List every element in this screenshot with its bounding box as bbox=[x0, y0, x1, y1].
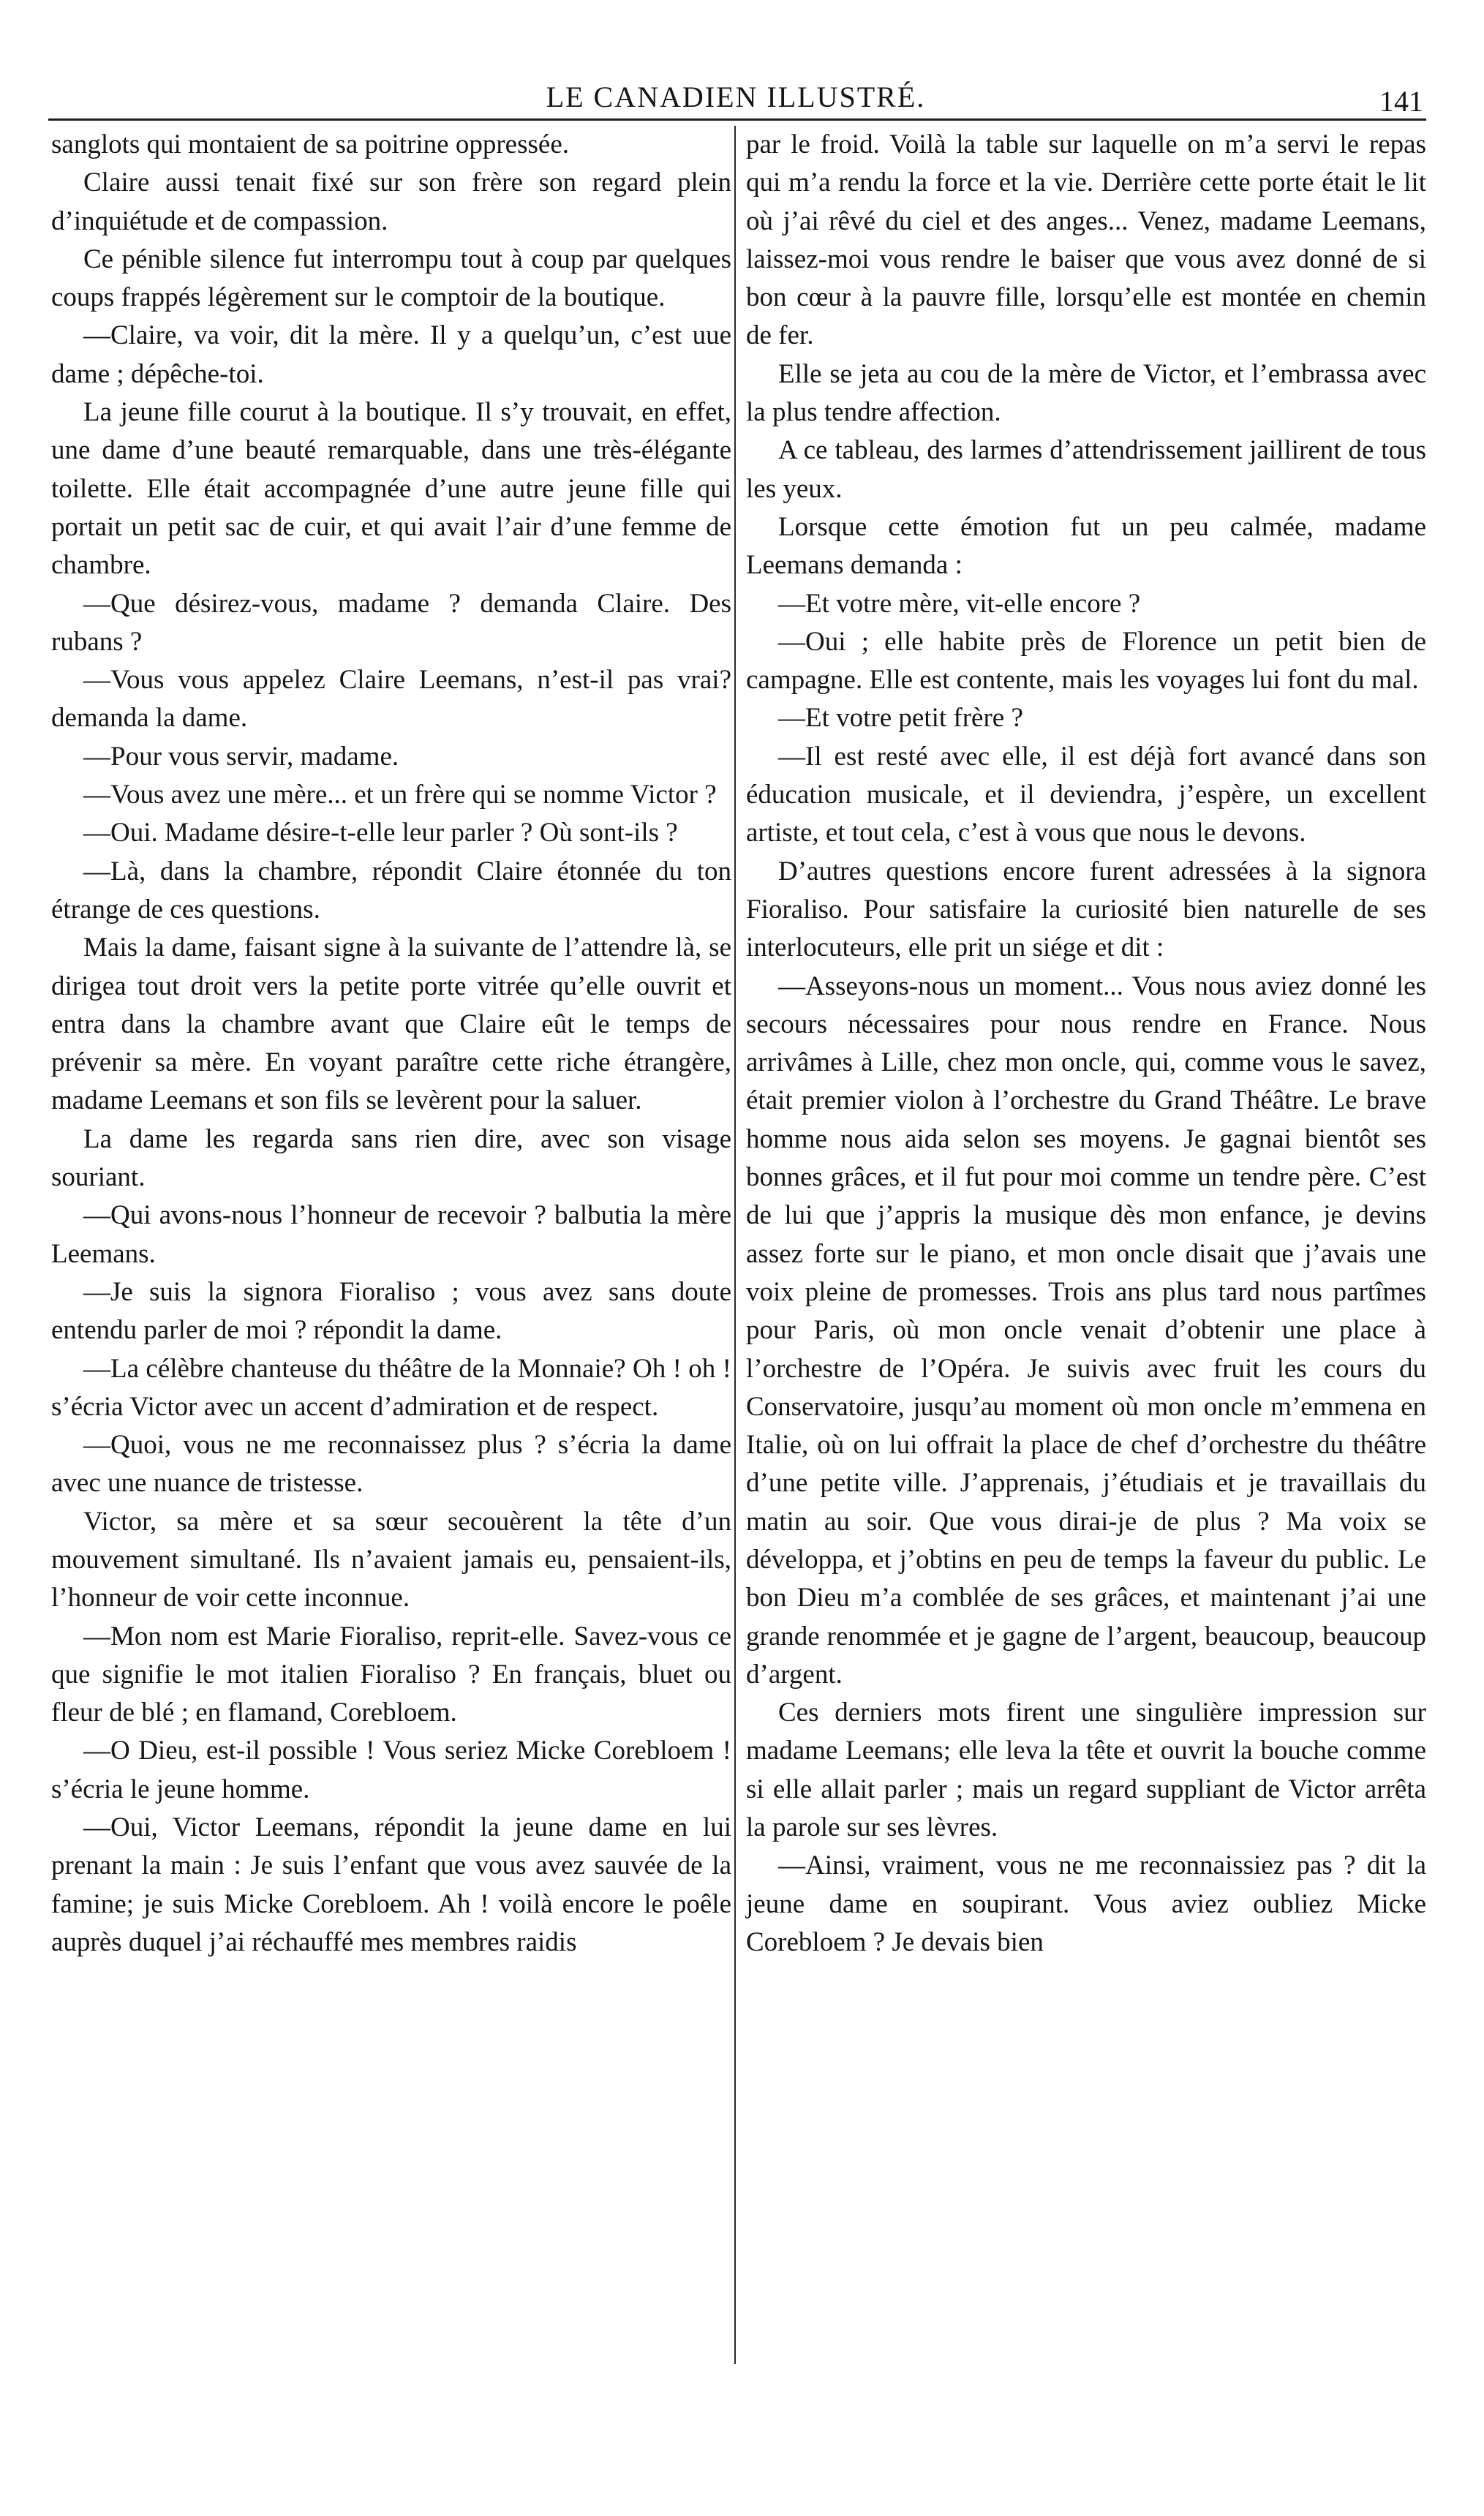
paragraph: A ce tableau, des larmes d’attendrissement jaillirent de tous les yeux. bbox=[746, 435, 1426, 504]
paragraph: —Il est resté avec elle, il est déjà fort avancé dans son éducation musicale, et il deviendra, j’espère, un excellent artiste, et tout cela, c’est à vous que nous le devons. bbox=[746, 741, 1426, 848]
page-header bbox=[48, 79, 1423, 123]
paragraph: —La célèbre chanteuse du théâtre de la Monnaie? Oh ! oh ! s’écria Victor avec un accent d’admiration et de respect. bbox=[51, 1353, 731, 1422]
right-column bbox=[746, 126, 1426, 1962]
paragraph: —Et votre mère, vit-elle encore ? bbox=[778, 588, 1141, 619]
paragraph: —Mon nom est Marie Fioraliso, reprit-elle. Savez-vous ce que signifie le mot italien Fioraliso ? En français, bluet ou fleur de blé ; en flamand, Corebloem. bbox=[51, 1621, 731, 1728]
paragraph: —Pour vous servir, madame. bbox=[83, 741, 399, 772]
paragraph: Elle se jeta au cou de la mère de Victor, et l’embrassa avec la plus tendre affection. bbox=[746, 358, 1426, 428]
paragraph: —Que désirez-vous, madame ? demanda Claire. Des rubans ? bbox=[51, 588, 731, 657]
paragraph: Victor, sa mère et sa sœur secouèrent la tête d’un mouvement simultané. Ils n’avaient jamais eu, pensaient-ils, l’honneur de voir cette inconnue. bbox=[51, 1506, 731, 1613]
paragraph: —O Dieu, est-il possible ! Vous seriez Micke Corebloem ! s’écria le jeune homme. bbox=[51, 1736, 731, 1804]
paragraph: sanglots qui montaient de sa poitrine oppressée. bbox=[51, 129, 569, 159]
paragraph: Claire aussi tenait fixé sur son frère son regard plein d’inquiétude et de compassion. bbox=[51, 167, 731, 236]
paragraph: La dame les regarda sans rien dire, avec son visage souriant. bbox=[51, 1123, 731, 1193]
paragraph: —Vous vous appelez Claire Leemans, n’est-il pas vrai? demanda la dame. bbox=[51, 665, 731, 734]
paragraph: —Et votre petit frère ? bbox=[778, 703, 1023, 734]
column-divider bbox=[734, 126, 736, 2364]
paragraph: Ces derniers mots firent une singulière impression sur madame Leemans; elle leva la tête et ouvrit la bouche comme si elle allait parler ; mais un regard suppliant de Victor arrêta la parole sur ses lèvres. bbox=[746, 1698, 1426, 1843]
publication-title: LE CANADIEN ILLUSTRÉ. bbox=[546, 80, 926, 113]
paragraph: Lorsque cette émotion fut un peu calmée, madame Leemans demanda : bbox=[746, 511, 1426, 581]
paragraph: —Ainsi, vraiment, vous ne me reconnaissiez pas ? dit la jeune dame en soupirant. Vous aviez oubliez Micke Corebloem ? Je devais bien bbox=[746, 1850, 1426, 1957]
paragraph: —Vous avez une mère... et un frère qui se nomme Victor ? bbox=[83, 780, 717, 810]
paragraph: La jeune fille courut à la boutique. Il s’y trouvait, en effet, une dame d’une beauté remarquable, dans une très-élégante toilette. Elle était accompagnée d’une autre jeune fille qui portait un petit sac de cuir, et qui avait l’air d’une femme de chambre. bbox=[51, 397, 731, 581]
paragraph: —Qui avons-nous l’honneur de recevoir ? balbutia la mère Leemans. bbox=[51, 1200, 731, 1269]
page-number: 141 bbox=[1379, 85, 1423, 118]
header-rule bbox=[48, 118, 1426, 121]
paragraph: —Oui. Madame désire-t-elle leur parler ? Où sont-ils ? bbox=[83, 818, 678, 848]
paragraph: —Je suis la signora Fioraliso ; vous avez sans doute entendu parler de moi ? répondit la dame. bbox=[51, 1276, 731, 1346]
paragraph: —Asseyons-nous un moment... Vous nous aviez donné les secours nécessaires pour nous rendre en France. Nous arrivâmes à Lille, chez mon oncle, qui, comme vous le savez, était premier violon à l’orchestre du Grand Théâtre. Le brave homme nous aida selon ses moyens. Je gagnai bientôt ses bonnes grâces, et il fut pour moi comme un tendre père. C’est de lui que j’appris la musique dès mon enfance, je devins assez forte sur le piano, et mon oncle disait que j’avais une voix pleine de promesses. Trois ans plus tard nous partîmes pour Paris, où mon oncle venait d’obtenir une place à l’orchestre de l’Opéra. Je suivis avec fruit les cours du Conservatoire, jusqu’au moment où mon oncle m’emmena en Italie, où on lui offrait la place de chef d’orchestre du théâtre d’une petite ville. J’apprenais, j’étudiais et je travaillais du matin au soir. Que vous dirai-je de plus ? Ma voix se développa, et j’obtins en peu de temps la faveur du public. Le bon Dieu m’a comblée de ses grâces, et maintenant j’ai une grande renommée et je gagne de l’argent, beaucoup, beaucoup d’argent. bbox=[746, 971, 1426, 1690]
paragraph: —Oui ; elle habite près de Florence un petit bien de campagne. Elle est contente, mais les voyages lui font du mal. bbox=[746, 626, 1426, 696]
paragraph: —Oui, Victor Leemans, répondit la jeune dame en lui prenant la main : Je suis l’enfant que vous avez sauvée de la famine; je suis Micke Corebloem. Ah ! voilà encore le poêle auprès duquel j’ai réchauffé mes membres raidis bbox=[51, 1812, 731, 1957]
paragraph: par le froid. Voilà la table sur laquelle on m’a servi le repas qui m’a rendu la force et la vie. Derrière cette porte était le lit où j’ai rêvé du ciel et des anges... Venez, madame Leemans, laissez-moi vous rendre le baiser que vous avez donné de si bon cœur à la pauvre fille, lorsqu’elle est montée en chemin de fer. bbox=[746, 129, 1426, 351]
paragraph: Ce pénible silence fut interrompu tout à coup par quelques coups frappés légèrement sur le comptoir de la boutique. bbox=[51, 244, 731, 313]
paragraph: D’autres questions encore furent adressées à la signora Fioraliso. Pour satisfaire la curiosité bien naturelle de ses interlocuteurs, elle prit un siége et dit : bbox=[746, 856, 1426, 963]
paragraph: —Là, dans la chambre, répondit Claire étonnée du ton étrange de ces questions. bbox=[51, 856, 731, 924]
paragraph: —Quoi, vous ne me reconnaissez plus ? s’écria la dame avec une nuance de tristesse. bbox=[51, 1430, 731, 1499]
left-column bbox=[51, 126, 731, 1962]
paragraph: Mais la dame, faisant signe à la suivante de l’attendre là, se dirigea tout droit vers la petite porte vitrée qu’elle ouvrit et entra dans la chambre avant que Claire eût le temps de prévenir sa mère. En voyant paraître cette riche étrangère, madame Leemans et son fils se levèrent pour la saluer. bbox=[51, 933, 731, 1116]
paragraph: —Claire, va voir, dit la mère. Il y a quelqu’un, c’est uue dame ; dépêche-toi. bbox=[51, 320, 731, 389]
